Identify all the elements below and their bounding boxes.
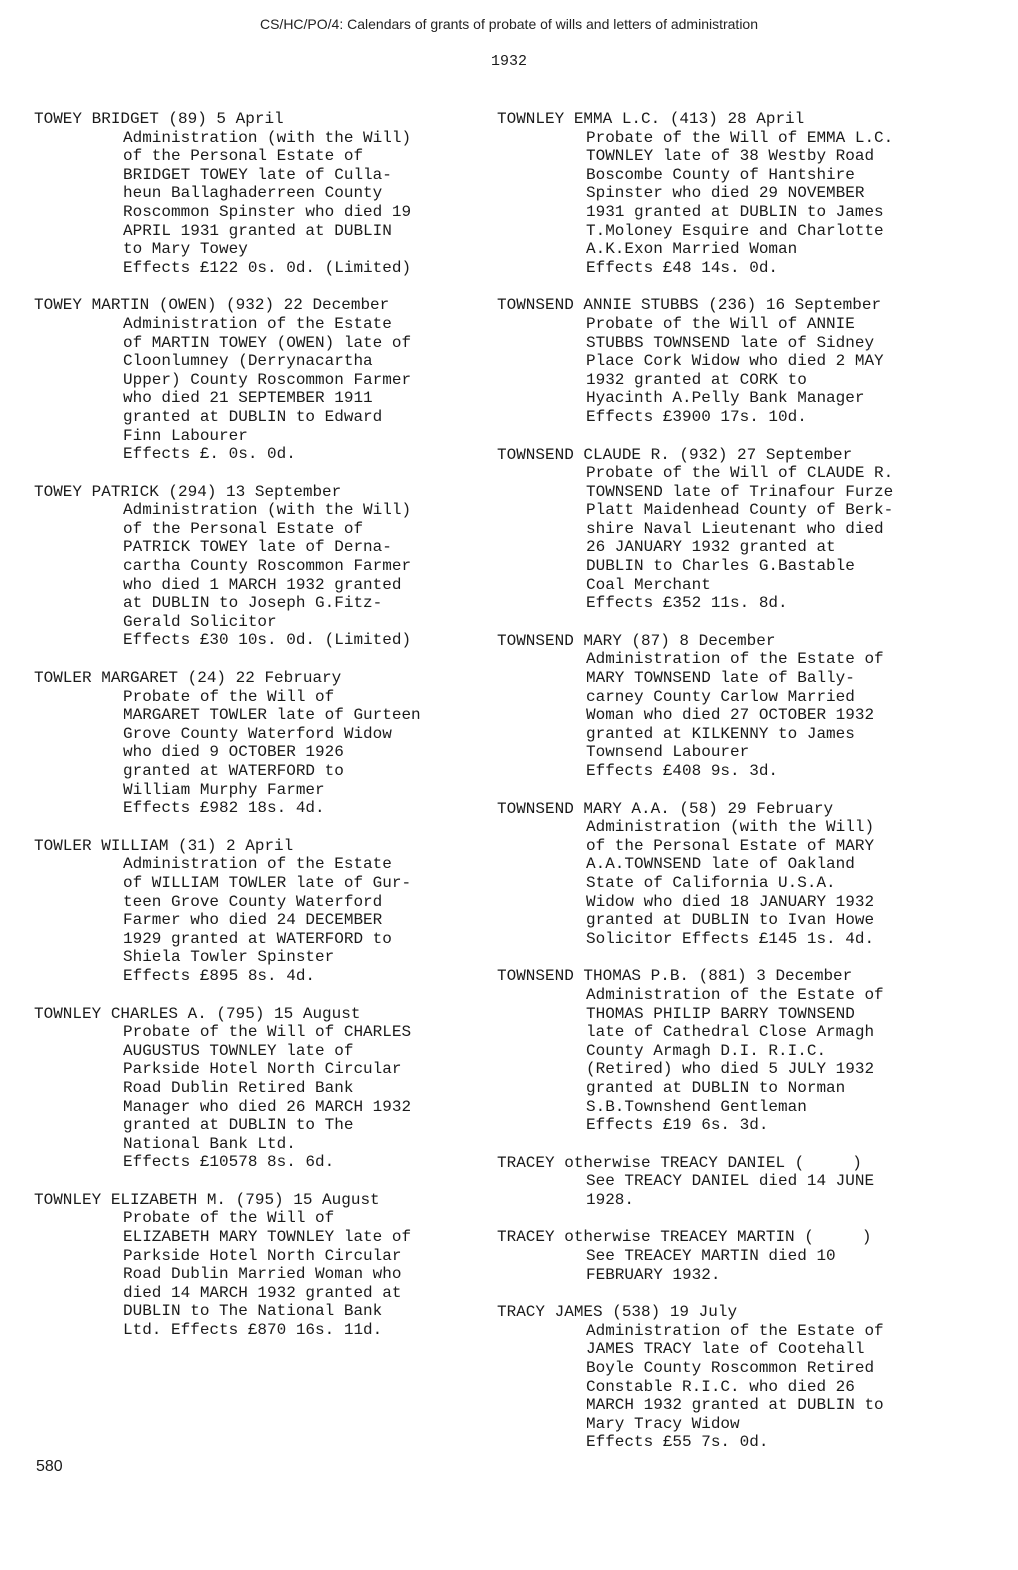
entry-line: Cloonlumney (Derrynacartha <box>123 352 373 371</box>
entry-line: Woman who died 27 OCTOBER 1932 <box>586 706 875 725</box>
entry-line: granted at WATERFORD to <box>123 762 344 780</box>
entry-line: Ltd. Effects £870 16s. 11d. <box>123 1321 383 1340</box>
entry-line: to Mary Towey <box>123 240 248 259</box>
entry-heading: TOWNSEND MARY A.A. (58) 29 February <box>497 799 834 818</box>
entry-line: Effects £895 8s. 4d. <box>123 966 316 985</box>
entry-line: Effects £48 14s. 0d. <box>586 258 779 277</box>
entry-line: S.B.Townshend Gentleman <box>586 1097 807 1116</box>
entry-line: Probate of the Will of CHARLES <box>123 1023 412 1042</box>
entry-line: of WILLIAM TOWLER late of Gur- <box>123 873 412 892</box>
entry-line: 1932 granted at CORK to <box>586 370 807 389</box>
entry-heading: TRACY JAMES (538) 19 July <box>497 1303 738 1322</box>
calendar-entry <box>34 296 479 463</box>
entry-line: County Armagh D.I. R.I.C. <box>586 1041 827 1060</box>
entry-line: Roscommon Spinster who died 19 <box>123 202 412 221</box>
calendar-entry <box>497 1154 957 1210</box>
calendar-entry <box>34 110 479 277</box>
entry-line: Townsend Labourer <box>586 743 750 762</box>
entry-heading: TOWNSEND THOMAS P.B. (881) 3 December <box>497 967 853 986</box>
entry-line: AUGUSTUS TOWNLEY late of <box>123 1041 354 1060</box>
left-column <box>34 110 479 1359</box>
entry-line: Probate of the Will of CLAUDE R. <box>586 464 894 483</box>
entry-line: cartha County Roscommon Farmer <box>123 557 412 576</box>
entry-line: Administration (with the Will) <box>123 501 412 520</box>
entry-line: State of California U.S.A. <box>586 873 836 892</box>
entry-line: PATRICK TOWEY late of Derna- <box>123 538 392 557</box>
entry-line: 1929 granted at WATERFORD to <box>123 929 392 948</box>
entry-line: APRIL 1931 granted at DUBLIN <box>123 221 392 240</box>
calendar-entry <box>497 110 957 277</box>
entry-line: 26 JANUARY 1932 granted at <box>586 538 836 557</box>
entry-line: STUBBS TOWNSEND late of Sidney <box>586 333 875 352</box>
entry-line: granted at DUBLIN to Ivan Howe <box>586 911 875 930</box>
entry-line: Shiela Towler Spinster <box>123 948 335 967</box>
entry-heading: TOWNSEND ANNIE STUBBS (236) 16 September <box>497 296 882 315</box>
entry-line: Grove County Waterford Widow <box>123 724 392 743</box>
entry-line: Solicitor Effects £145 1s. 4d. <box>586 929 875 948</box>
calendar-entry <box>497 1303 957 1452</box>
calendar-entry <box>497 1228 957 1284</box>
entry-line: of the Personal Estate of MARY <box>586 836 875 855</box>
entry-line: of the Personal Estate of <box>123 519 364 538</box>
entry-line: Administration of the Estate <box>123 855 392 874</box>
entry-line: Manager who died 26 MARCH 1932 <box>123 1097 412 1116</box>
entry-line: Boscombe County of Hantshire <box>586 165 855 184</box>
entry-line: Effects £408 9s. 3d. <box>586 762 779 780</box>
entry-line: T.Moloney Esquire and Charlotte <box>586 221 884 240</box>
entry-line: Effects £3900 17s. 10d. <box>586 407 807 426</box>
entry-line: A.A.TOWNSEND late of Oakland <box>586 855 855 874</box>
entry-line: Administration (with the Will) <box>123 128 412 147</box>
entry-heading: TOWNLEY ELIZABETH M. (795) 15 August <box>34 1190 380 1209</box>
entry-line: Effects £19 6s. 3d. <box>586 1116 769 1135</box>
calendar-entry <box>497 296 957 426</box>
entry-line: Boyle County Roscommon Retired <box>586 1359 875 1378</box>
calendar-entry <box>34 837 479 986</box>
entry-line: Widow who died 18 JANUARY 1932 <box>586 892 875 911</box>
entry-line: Effects £55 7s. 0d. <box>586 1433 769 1452</box>
entry-line: Effects £10578 8s. 6d. <box>123 1153 335 1172</box>
entry-line: William Murphy Farmer <box>123 780 325 799</box>
entry-line: 1931 granted at DUBLIN to James <box>586 202 884 221</box>
entry-line: Finn Labourer <box>123 426 248 445</box>
entry-line: Probate of the Will of <box>123 687 335 706</box>
entry-heading: TOWNSEND MARY (87) 8 December <box>497 631 776 650</box>
calendar-entry <box>34 1191 479 1340</box>
entry-line: JAMES TRACY late of Cootehall <box>586 1340 865 1359</box>
entry-heading: TOWEY BRIDGET (89) 5 April <box>34 110 284 128</box>
entry-line: TOWNSEND late of Trinafour Furze <box>586 482 894 501</box>
calendar-entry <box>34 1005 479 1172</box>
entry-heading: TOWLER WILLIAM (31) 2 April <box>34 836 294 855</box>
entry-line: Road Dublin Retired Bank <box>123 1078 354 1097</box>
entry-heading: TOWNSEND CLAUDE R. (932) 27 September <box>497 445 853 464</box>
entry-heading: TOWEY PATRICK (294) 13 September <box>34 482 342 501</box>
entry-line: Administration of the Estate of <box>586 985 884 1004</box>
entry-line: Probate of the Will of ANNIE <box>586 314 855 333</box>
entry-line: died 14 MARCH 1932 granted at <box>123 1283 402 1302</box>
entry-line: Administration of the Estate of <box>586 650 884 669</box>
calendar-entry <box>497 967 957 1134</box>
entry-line: MARY TOWNSEND late of Bally- <box>586 669 855 688</box>
entry-line: DUBLIN to The National Bank <box>123 1302 383 1321</box>
entry-line: carney County Carlow Married <box>586 687 855 706</box>
calendar-entry <box>34 483 479 650</box>
entry-line: Effects £122 0s. 0d. (Limited) <box>123 258 412 277</box>
entry-line: THOMAS PHILIP BARRY TOWNSEND <box>586 1004 855 1023</box>
entry-line: Constable R.I.C. who died 26 <box>586 1377 855 1396</box>
entry-line: Upper) County Roscommon Farmer <box>123 370 412 389</box>
entry-line: Spinster who died 29 NOVEMBER <box>586 184 865 203</box>
entry-line: Effects £30 10s. 0d. (Limited) <box>123 631 412 650</box>
entry-line: TOWNLEY late of 38 Westby Road <box>586 147 875 166</box>
entry-line: Mary Tracy Widow <box>586 1414 740 1433</box>
entry-line: granted at DUBLIN to Edward <box>123 407 383 426</box>
entry-line: granted at KILKENNY to James <box>586 724 855 743</box>
entry-line: of MARTIN TOWEY (OWEN) late of <box>123 333 412 352</box>
entry-line: See TREACEY MARTIN died 10 <box>586 1247 836 1266</box>
entry-line: Administration (with the Will) <box>586 818 875 837</box>
entry-line: granted at DUBLIN to The <box>123 1116 354 1135</box>
entry-line: Parkside Hotel North Circular <box>123 1246 402 1265</box>
entry-heading: TOWEY MARTIN (OWEN) (932) 22 December <box>34 296 390 315</box>
entry-line: BRIDGET TOWEY late of Culla- <box>123 165 392 184</box>
entry-line: Gerald Solicitor <box>123 612 277 631</box>
entry-line: DUBLIN to Charles G.Bastable <box>586 557 855 576</box>
entry-line: teen Grove County Waterford <box>123 892 383 911</box>
entry-line: Coal Merchant <box>586 575 711 594</box>
entry-line: Effects £352 11s. 8d. <box>586 594 788 613</box>
entry-line: of the Personal Estate of <box>123 147 364 166</box>
entry-line: MARCH 1932 granted at DUBLIN to <box>586 1396 884 1415</box>
entry-line: National Bank Ltd. <box>123 1134 296 1153</box>
entry-heading: TOWLER MARGARET (24) 22 February <box>34 669 342 688</box>
entry-line: A.K.Exon Married Woman <box>586 240 798 259</box>
entry-heading: TOWNLEY EMMA L.C. (413) 28 April <box>497 110 805 128</box>
entry-line: who died 9 OCTOBER 1926 <box>123 743 344 762</box>
entry-line: Probate of the Will of <box>123 1209 335 1228</box>
page-year: 1932 <box>490 53 527 70</box>
calendar-entry <box>497 446 957 613</box>
entry-line: (Retired) who died 5 JULY 1932 <box>586 1060 875 1079</box>
entry-line: Farmer who died 24 DECEMBER <box>123 911 383 930</box>
document-header: CS/HC/PO/4: Calendars of grants of probate of wills and letters of administration <box>259 16 758 32</box>
page-number: 580 <box>36 1458 63 1475</box>
entry-line: See TREACY DANIEL died 14 JUNE <box>586 1172 875 1191</box>
entry-line: at DUBLIN to Joseph G.Fitz- <box>123 594 383 613</box>
entry-line: who died 1 MARCH 1932 granted <box>123 575 402 594</box>
entry-line: shire Naval Lieutenant who died <box>586 519 884 538</box>
entry-line: granted at DUBLIN to Norman <box>586 1078 846 1097</box>
calendar-entry <box>497 800 957 949</box>
entry-line: Platt Maidenhead County of Berk- <box>586 501 894 520</box>
entry-line: MARGARET TOWLER late of Gurteen <box>123 706 421 725</box>
entry-line: Effects £982 18s. 4d. <box>123 799 325 818</box>
right-column <box>497 110 957 1471</box>
entry-line: Parkside Hotel North Circular <box>123 1060 402 1079</box>
entry-heading: TRACEY otherwise TREACEY MARTIN ( ) <box>497 1228 872 1247</box>
entry-line: Administration of the Estate of <box>586 1321 884 1340</box>
entry-line: Place Cork Widow who died 2 MAY <box>586 352 884 371</box>
calendar-entry <box>34 669 479 818</box>
entry-line: heun Ballaghaderreen County <box>123 184 383 203</box>
entry-line: Hyacinth A.Pelly Bank Manager <box>586 389 865 408</box>
entry-line: FEBRUARY 1932. <box>586 1265 721 1284</box>
entry-line: ELIZABETH MARY TOWNLEY late of <box>123 1228 412 1247</box>
calendar-entry <box>497 632 957 781</box>
entry-line: Probate of the Will of EMMA L.C. <box>586 128 894 147</box>
entry-line: Effects £. 0s. 0d. <box>123 445 296 464</box>
entry-line: Road Dublin Married Woman who <box>123 1265 402 1284</box>
entry-line: late of Cathedral Close Armagh <box>586 1023 875 1042</box>
entry-heading: TOWNLEY CHARLES A. (795) 15 August <box>34 1004 361 1023</box>
entry-line: who died 21 SEPTEMBER 1911 <box>123 389 373 408</box>
entry-line: Administration of the Estate <box>123 314 392 333</box>
entry-heading: TRACEY otherwise TREACY DANIEL ( ) <box>497 1153 862 1172</box>
entry-line: 1928. <box>586 1190 635 1209</box>
